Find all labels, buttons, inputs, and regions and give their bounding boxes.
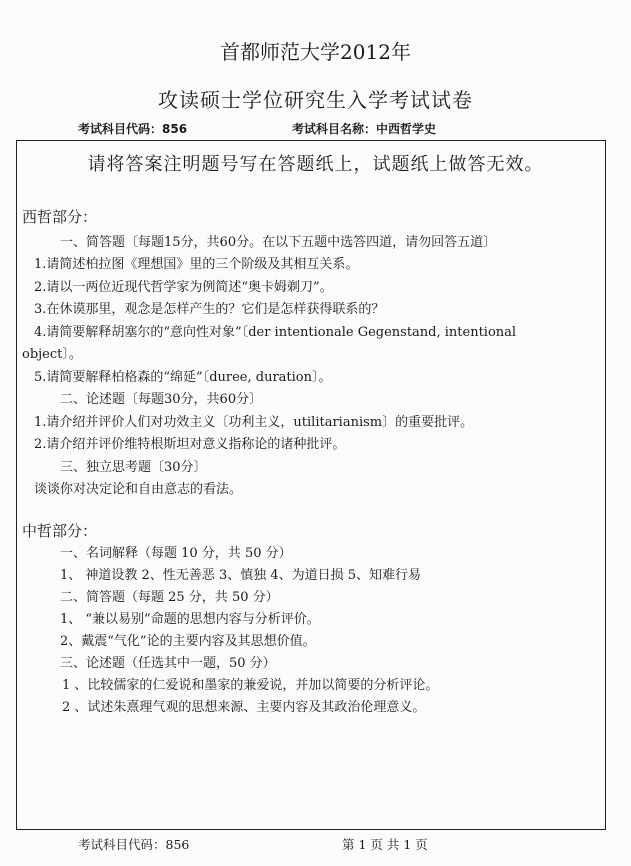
- university-title: 首都师范大学2012年: [220, 40, 411, 64]
- subject-name-label: 考试科目名称：: [292, 122, 377, 136]
- chinese-part1-title: 一、名词解释（每题 10 分，共 50 分）: [60, 546, 292, 561]
- subject-name-header: [292, 120, 436, 137]
- western-heading: 西哲部分：: [22, 208, 98, 226]
- chinese-p2-q2: 2、戴震“气化”论的主要内容及其思想价值。: [60, 634, 316, 649]
- western-part2-title: 二、论述题〔每题30分，共60分〕: [60, 392, 263, 407]
- western-q4-line1: 4.请简要解释胡塞尔的“意向性对象”〔der intentionale Gegenstand, intentional: [34, 325, 517, 340]
- footer-page-info: 第 1 页 共 1 页: [342, 837, 428, 852]
- exam-title: 攻读硕士学位研究生入学考试试卷: [158, 88, 473, 112]
- western-p2-q2: 2.请介绍并评价维特根斯坦对意义指称论的诸种批评。: [34, 437, 346, 452]
- chinese-part3-title: 三、论述题（任选其中一题，50 分）: [60, 656, 276, 671]
- footer-subject-code: 考试科目代码：856: [78, 837, 190, 852]
- western-q2: 2.请以一两位近现代哲学家为例简述“奥卡姆剃刀”。: [34, 280, 333, 295]
- chinese-p3-q1: 1 、比较儒家的仁爱说和墨家的兼爱说，并加以简要的分析评论。: [62, 678, 439, 693]
- subject-code-header: 考试科目代码：856: [78, 122, 188, 136]
- western-p2-q1: 1.请介绍并评价人们对功效主义〔功利主义，utilitarianism〕的重要批评。: [34, 415, 474, 430]
- western-part1-title: 一、简答题〔每题15分，共60分。在以下五题中选答四道，请勿回答五道〕: [60, 235, 497, 250]
- chinese-heading: 中哲部分：: [22, 522, 98, 540]
- answer-notice: 请将答案注明题号写在答题纸上，试题纸上做答无效。: [87, 154, 544, 175]
- western-q5: 5.请简要解释柏格森的“绵延”〔duree, duration〕。: [34, 370, 332, 385]
- western-p3-q1: 谈谈你对决定论和自由意志的看法。: [34, 482, 243, 497]
- western-q1: 1.请简述柏拉图《理想国》里的三个阶级及其相互关系。: [34, 257, 359, 272]
- western-q4-line2: object〕。: [22, 347, 82, 362]
- chinese-p3-q2: 2 、试述朱熹理气观的思想来源、主要内容及其政治伦理意义。: [62, 700, 426, 715]
- western-part3-title: 三、独立思考题〔30分〕: [60, 460, 207, 475]
- chinese-p2-q1: 1、 “兼以易别”命题的思想内容与分析评价。: [60, 612, 320, 627]
- chinese-terms: 1、 神道设教 2、性无善恶 3、慎独 4、为道日损 5、知难行易: [60, 568, 422, 583]
- western-q3: 3.在休谟那里，观念是怎样产生的？它们是怎样获得联系的？: [34, 302, 385, 317]
- subject-name-value: 中西哲学史: [376, 122, 437, 136]
- chinese-part2-title: 二、简答题（每题 25 分，共 50 分）: [60, 590, 279, 605]
